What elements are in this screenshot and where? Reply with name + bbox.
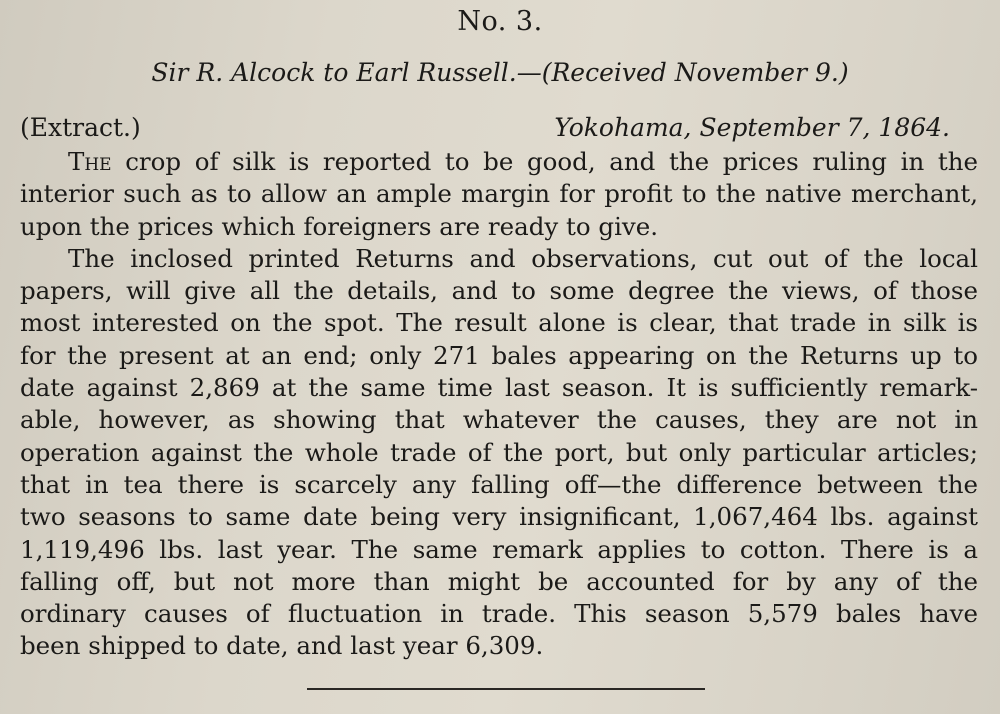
body-line: papers, will give all the details, and to some degree the views, of those <box>20 276 978 306</box>
body-line: 1,119,496 lbs. last year. The same remark applies to cotton. There is a <box>20 534 978 564</box>
extract-label: (Extract.) <box>20 113 141 142</box>
body-line: two seasons to same date being very insignificant, 1,067,464 lbs. against <box>20 502 978 532</box>
body-line: The inclosed printed Returns and observations, cut out of the local <box>68 243 978 273</box>
body-line: date against 2,869 at the same time last season. It is sufficiently remark- <box>20 373 978 403</box>
body-line: for the present at an end; only 271 bales appearing on the Returns up to <box>20 340 978 370</box>
body-line: upon the prices which foreigners are ready to give. <box>20 211 659 241</box>
body-line: been shipped to date, and last year 6,309. <box>20 631 544 661</box>
body-line: that in tea there is scarcely any falling off—the difference between the <box>20 469 978 499</box>
letter-body <box>20 146 978 663</box>
body-line: able, however, as showing that whatever the causes, they are not in <box>20 405 978 435</box>
section-divider-rule <box>307 688 705 690</box>
body-line: most interested on the spot. The result alone is clear, that trade in silk is <box>20 308 978 338</box>
body-line: falling off, but not more than might be accounted for by any of the <box>20 566 978 596</box>
body-line: ordinary causes of fluctuation in trade. This season 5,579 bales have <box>20 599 978 629</box>
paragraph-lead-word: The <box>68 147 112 176</box>
body-line: interior such as to allow an ample margin for profit to the native merchant, <box>20 179 978 209</box>
place-date: Yokohama, September 7, 1864. <box>554 113 950 142</box>
page-heading: No. 3. <box>457 6 543 37</box>
letter-subheading: Sir R. Alcock to Earl Russell.—(Received November 9.) <box>151 58 849 87</box>
body-line-text: crop of silk is reported to be good, and the prices ruling in the <box>111 147 978 176</box>
body-line: operation against the whole trade of the port, but only particular articles; <box>20 437 978 467</box>
body-line <box>20 146 978 178</box>
extract-row <box>20 113 950 142</box>
